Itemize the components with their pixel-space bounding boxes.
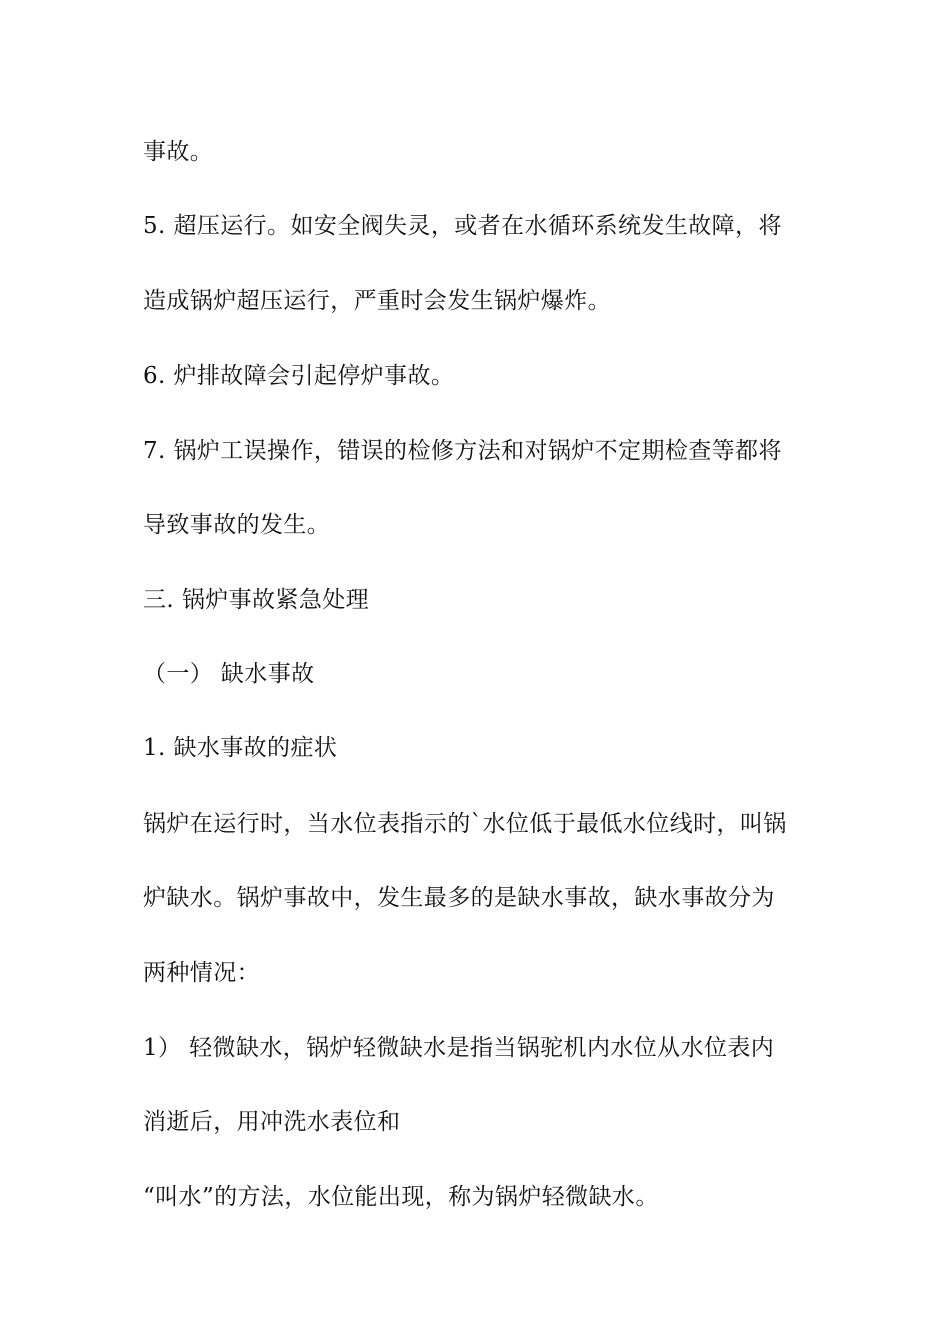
- paragraph-line: 事故。: [143, 139, 214, 165]
- subsection-heading: （一） 缺水事故: [143, 661, 315, 687]
- paragraph-line: 6. 炉排故障会引起停炉事故。: [143, 363, 455, 389]
- paragraph-line: 导致事故的发生。: [143, 512, 331, 538]
- paragraph-line: 7. 锅炉工误操作，错误的检修方法和对锅炉不定期检查等都将: [143, 438, 782, 464]
- item-heading: 1. 缺水事故的症状: [143, 735, 338, 761]
- paragraph-line: 1） 轻微缺水，锅炉轻微缺水是指当锅驼机内水位从水位表内: [143, 1035, 775, 1061]
- paragraph-line: 消逝后，用冲洗水表位和: [143, 1109, 401, 1135]
- paragraph-line: 两种情况：: [143, 960, 260, 986]
- paragraph-line: 锅炉在运行时，当水位表指示的`水位低于最低水位线时，叫锅: [143, 811, 787, 837]
- paragraph-line: “叫水”的方法，水位能出现，称为锅炉轻微缺水。: [143, 1184, 659, 1210]
- paragraph-line: 5. 超压运行。如安全阀失灵，或者在水循环系统发生故障，将: [143, 213, 782, 239]
- paragraph-line: 炉缺水。锅炉事故中，发生最多的是缺水事故，缺水事故分为: [143, 885, 775, 911]
- section-heading: 三. 锅炉事故紧急处理: [143, 587, 370, 613]
- paragraph-line: 造成锅炉超压运行，严重时会发生锅炉爆炸。: [143, 288, 611, 314]
